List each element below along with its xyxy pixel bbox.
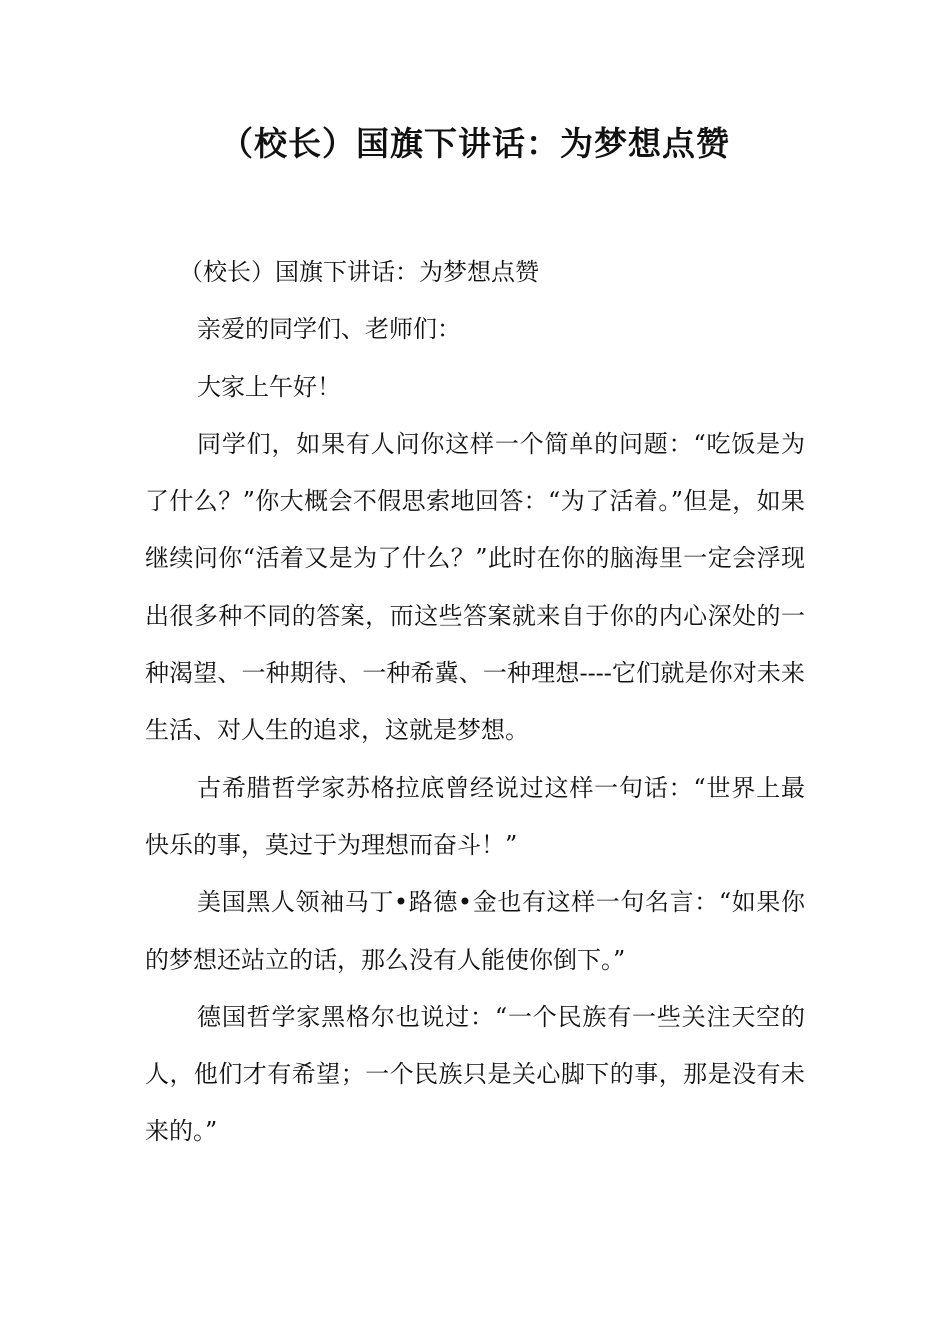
document-title: （校长）国旗下讲话：为梦想点赞 — [220, 124, 730, 163]
body-paragraph: 同学们，如果有人问你这样一个简单的问题：“吃饭是为了什么？”你大概会不假思索地回答：“为了活着。”但是，如果继续问你“活着又是为了什么？”此时在你的脑海里一定会浮现出很多种不同的答案，而这些答案就来自于你的内心深处的一种渴望、一种期待、一种希冀、一种理想----它们就是你对未来生活、对人生的追求，这就是梦想。 — [145, 429, 805, 745]
body-paragraph: 美国黑人领袖马丁•路德•金也有这样一句名言：“如果你的梦想还站立的话，那么没有人能使你倒下。” — [145, 888, 805, 974]
body-paragraph: 古希腊哲学家苏格拉底曾经说过这样一句话：“世界上最快乐的事，莫过于为理想而奋斗！” — [145, 773, 805, 859]
salutation-paragraph: 亲爱的同学们、老师们： — [197, 315, 461, 344]
greeting-paragraph: 大家上午好！ — [197, 372, 341, 401]
subtitle-paragraph: （校长）国旗下讲话：为梦想点赞 — [179, 258, 539, 286]
body-paragraph: 德国哲学家黑格尔也说过：“一个民族有一些关注天空的人，他们才有希望；一个民族只是关心脚下的事，那是没有未来的。” — [145, 1002, 805, 1146]
document-body — [145, 244, 805, 1161]
